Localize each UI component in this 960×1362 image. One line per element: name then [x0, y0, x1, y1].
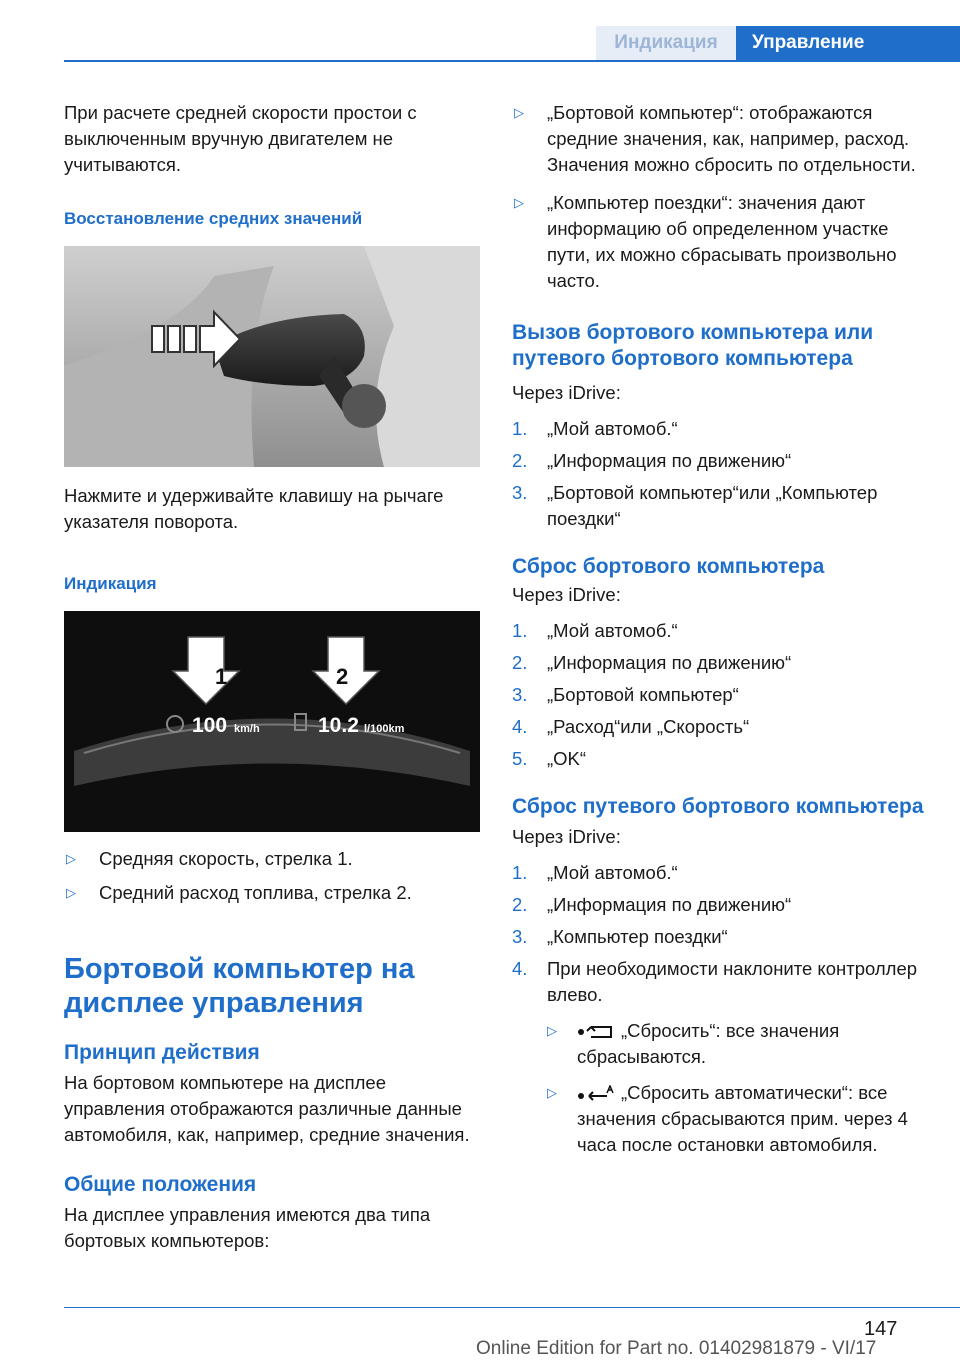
- triangle-bullet-icon: ▷: [547, 1023, 557, 1038]
- list-item: [512, 416, 932, 442]
- consumption-unit: l/100km: [364, 723, 405, 735]
- arrow-2-label: 2: [336, 664, 349, 689]
- list-item-text: „Расход“или „Скорость“: [547, 716, 750, 737]
- reset-trip-heading: Сброс путевого бортового компьютера: [512, 795, 924, 818]
- list-item: [512, 448, 932, 474]
- general-paragraph: На дисплее управления имеются два типа бортовых компьютеров:: [64, 1204, 431, 1251]
- list-item-text: Средний расход топлива, стрелка 2.: [99, 882, 412, 903]
- step-number: 1.: [512, 620, 528, 641]
- list-item: [512, 714, 932, 740]
- footer-rule: [64, 1307, 960, 1308]
- list-item: [512, 860, 932, 886]
- list-item: [512, 100, 932, 178]
- list-item: [512, 746, 932, 772]
- list-item: [64, 846, 482, 872]
- list-item: [64, 880, 482, 906]
- list-item-text: Средняя скорость, стрелка 1.: [99, 848, 353, 869]
- display-bullet-list: [64, 846, 482, 906]
- list-item-text: „Компьютер поездки“: значения дают информацию об определенном участке пути, их можно сбрасывать произвольно часто.: [547, 192, 897, 291]
- principle-paragraph: На бортовом компьютере на дисплее управления отображаются различные данные автомобиля, как, например, средние значения.: [64, 1072, 470, 1145]
- arrow-1-label: 1: [215, 664, 228, 689]
- reset-steps-list: [512, 618, 932, 772]
- trip-options-list: [547, 1018, 932, 1158]
- list-item: [547, 1018, 932, 1070]
- cluster-display-image: [64, 611, 480, 832]
- list-item-text: „Информация по движению“: [547, 652, 792, 673]
- step-number: 5.: [512, 748, 528, 769]
- speed-unit: km/h: [234, 723, 260, 735]
- principle-heading: Принцип действия: [64, 1041, 260, 1064]
- call-computer-heading: Вызов бортового компьютера или путевого бортового компьютера: [512, 321, 874, 370]
- list-item: [512, 190, 932, 294]
- reset-computer-heading: Сброс бортового компьютера: [512, 555, 825, 578]
- list-item-text: При необходимости наклоните контроллер влево.: [547, 958, 918, 1005]
- step-number: 2.: [512, 894, 528, 915]
- list-item: [512, 618, 932, 644]
- reset-averages-heading: Восстановление средних значений: [64, 209, 363, 228]
- list-item: [512, 650, 932, 676]
- call-via: Через iDrive:: [512, 382, 621, 403]
- step-number: 3.: [512, 482, 528, 503]
- list-item: [547, 1080, 932, 1158]
- list-item-text: „Компьютер поездки“: [547, 926, 728, 947]
- step-number: 4.: [512, 716, 528, 737]
- lever-caption: Нажмите и удерживайте клавишу на рычаге указателя поворота.: [64, 485, 444, 532]
- list-item-text: „Информация по движению“: [547, 450, 792, 471]
- list-item-text: „Сбросить“: все значения сбрасываются.: [577, 1020, 840, 1067]
- speed-value: 100: [192, 714, 228, 737]
- triangle-bullet-icon: ▷: [514, 105, 524, 120]
- list-item: [512, 924, 932, 950]
- step-number: 1.: [512, 418, 528, 439]
- list-item-text: „OK“: [547, 748, 587, 769]
- header-rule: [64, 60, 960, 62]
- turn-signal-lever-image: [64, 246, 480, 467]
- list-item: [512, 892, 932, 918]
- list-item-text: „Мой автомоб.“: [547, 620, 678, 641]
- display-heading: Индикация: [64, 574, 157, 593]
- step-number: 1.: [512, 862, 528, 883]
- step-number: 4.: [512, 958, 528, 979]
- list-item-text: „Бортовой компьютер“: отображаются средние значения, как, например, расход. Значения можно сбросить по отдельности.: [547, 102, 916, 175]
- list-item-text: „Мой автомоб.“: [547, 862, 678, 883]
- step-number: 3.: [512, 684, 528, 705]
- intro-paragraph: При расчете средней скорости простои с выключенным вручную двигателем не учитываются.: [64, 102, 417, 175]
- list-item: [512, 480, 932, 532]
- triangle-bullet-icon: ▷: [66, 885, 76, 900]
- list-item: [512, 682, 932, 708]
- section-title: Бортовой компьютер на дисплее управления: [64, 953, 415, 1019]
- call-steps-list: [512, 416, 932, 532]
- list-item-text: „Мой автомоб.“: [547, 418, 678, 439]
- list-item-text: „Информация по движению“: [547, 894, 792, 915]
- left-column: [64, 100, 482, 1254]
- reset-via: Через iDrive:: [512, 584, 621, 605]
- list-item-text: „Бортовой компьютер“или „Компьютер поездки“: [547, 482, 878, 529]
- tab-control[interactable]: Управление: [736, 26, 960, 60]
- lever-illustration: [64, 246, 480, 467]
- cluster-illustration: [64, 611, 480, 832]
- step-number: 2.: [512, 450, 528, 471]
- triangle-bullet-icon: ▷: [66, 851, 76, 866]
- reset-icon: [577, 1023, 617, 1041]
- consumption-value: 10.2: [318, 714, 359, 737]
- list-item: [512, 956, 932, 1158]
- general-heading: Общие положения: [64, 1173, 257, 1196]
- trip-via: Через iDrive:: [512, 826, 621, 847]
- tab-indication[interactable]: Индикация: [596, 26, 736, 60]
- step-number: 3.: [512, 926, 528, 947]
- step-number: 2.: [512, 652, 528, 673]
- computer-types-list: [512, 100, 932, 294]
- list-item-text: „Бортовой компьютер“: [547, 684, 739, 705]
- edition-footer: Online Edition for Part no. 01402981879 - VI/17: [476, 1338, 877, 1359]
- page-number: 147: [864, 1318, 898, 1340]
- trip-steps-list: [512, 860, 932, 1158]
- triangle-bullet-icon: ▷: [547, 1085, 557, 1100]
- auto-reset-icon: [577, 1085, 617, 1103]
- triangle-bullet-icon: ▷: [514, 195, 524, 210]
- list-item-text: „Сбросить автоматически“: все значения сбрасываются прим. через 4 часа после остановки автомобиля.: [577, 1082, 908, 1155]
- right-column: [512, 100, 932, 1158]
